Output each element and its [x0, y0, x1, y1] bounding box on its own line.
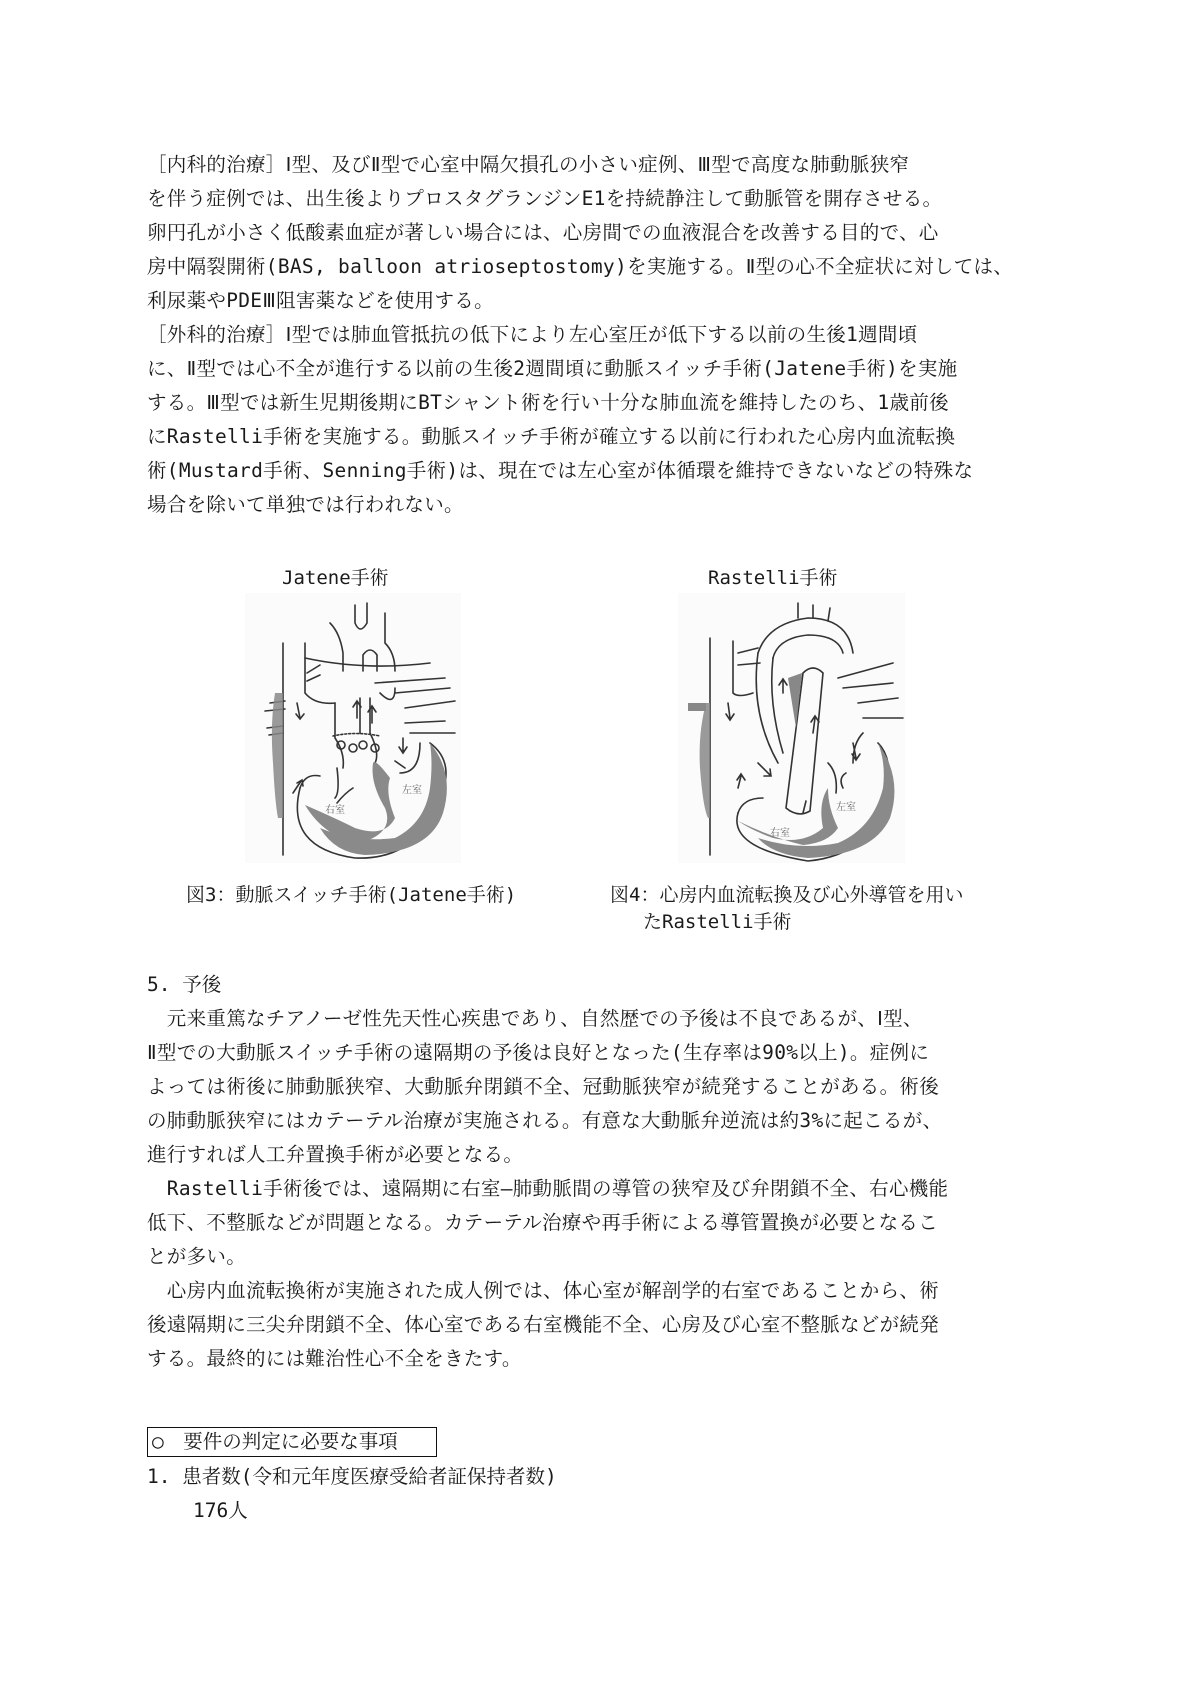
heart-diagram-icon	[678, 593, 905, 863]
surgical-treatment-paragraph	[147, 318, 1037, 522]
right-ventricle-label: 右室	[770, 828, 790, 839]
text-line: ［外科的治療］Ⅰ型では肺血管抵抗の低下により左心室圧が低下する以前の生後1週間頃	[147, 323, 918, 346]
text-line: よっては術後に肺動脈狭窄、大動脈弁閉鎖不全、冠動脈狭窄が続発することがある。術後	[147, 1075, 940, 1098]
text-line: 卵円孔が小さく低酸素血症が著しい場合には、心房間での血液混合を改善する目的で、心	[147, 221, 939, 244]
patient-count-value: 176人	[193, 1499, 248, 1522]
text-line: 場合を除いて単独では行われない。	[147, 493, 464, 516]
text-line: 低下、不整脈などが問題となる。カテーテル治療や再手術による導管置換が必要となるこ	[147, 1211, 939, 1234]
text-line: ［内科的治療］Ⅰ型、及びⅡ型で心室中隔欠損孔の小さい症例、Ⅲ型で高度な肺動脈狭窄	[147, 153, 910, 176]
text-line: 元来重篤なチアノーゼ性先天性心疾患であり、自然歴での予後は不良であるが、Ⅰ型、	[147, 1007, 923, 1030]
text-line: を伴う症例では、出生後よりプロスタグランジンE1を持続静注して動脈管を開存させる。	[147, 187, 943, 210]
right-ventricle-label: 右室	[325, 805, 345, 816]
text-line: の肺動脈狭窄にはカテーテル治療が実施される。有意な大動脈弁逆流は約3%に起こるが、	[147, 1109, 943, 1132]
text-line: 利尿薬やPDEⅢ阻害薬などを使用する。	[147, 289, 494, 312]
text-line: 進行すれば人工弁置換手術が必要となる。	[147, 1143, 524, 1166]
figure-4-caption-line-2: たRastelli手術	[643, 911, 792, 933]
text-line: する。Ⅲ型では新生児期後期にBTシャント術を行い十分な肺血流を維持したのち、1歳前後	[147, 391, 949, 414]
text-line: にRastelli手術を実施する。動脈スイッチ手術が確立する以前に行われた心房内血流転換	[147, 425, 956, 448]
jatene-heart-diagram	[245, 593, 461, 863]
figure-title-rastelli: Rastelli手術	[708, 567, 838, 589]
figure-3-caption: 図3：動脈スイッチ手術(Jatene手術)	[186, 884, 517, 906]
patient-count-heading: 1. 患者数(令和元年度医療受給者証保持者数)	[147, 1465, 557, 1488]
left-ventricle-label: 左室	[836, 802, 856, 813]
left-ventricle-label: 左室	[402, 785, 422, 796]
rastelli-heart-diagram	[678, 593, 905, 863]
text-line: 房中隔裂開術(BAS, balloon atrioseptostomy)を実施する。Ⅱ型の心不全症状に対しては、	[147, 255, 1014, 278]
figure-4-caption-line-1: 図4：心房内血流転換及び心外導管を用い	[610, 884, 964, 906]
text-line: 後遠隔期に三尖弁閉鎖不全、体心室である右室機能不全、心房及び心室不整脈などが続発	[147, 1313, 940, 1336]
prognosis-heading: 5. 予後	[147, 973, 222, 996]
text-line: 心房内血流転換術が実施された成人例では、体心室が解剖学的右室であることから、術	[147, 1279, 940, 1302]
medical-treatment-paragraph	[147, 148, 1037, 318]
prognosis-paragraph-1	[147, 1002, 1037, 1172]
text-line: とが多い。	[147, 1245, 247, 1268]
figure-title-jatene: Jatene手術	[282, 567, 389, 589]
text-line: Rastelli手術後では、遠隔期に右室―肺動脈間の導管の狭窄及び弁閉鎖不全、右心機能	[147, 1177, 949, 1200]
text-line: 術(Mustard手術、Senning手術)は、現在では左心室が体循環を維持できないなどの特殊な	[147, 459, 974, 482]
prognosis-paragraph-3	[147, 1274, 1037, 1376]
text-line: Ⅱ型での大動脈スイッチ手術の遠隔期の予後は良好となった(生存率は90%以上)。症例に	[147, 1041, 930, 1064]
text-line: する。最終的には難治性心不全をきたす。	[147, 1347, 522, 1370]
heart-diagram-icon	[245, 593, 461, 863]
text-line: に、Ⅱ型では心不全が進行する以前の生後2週間頃に動脈スイッチ手術(Jatene手術)を実施	[147, 357, 958, 380]
requirements-section-box: ○ 要件の判定に必要な事項	[147, 1427, 437, 1457]
prognosis-paragraph-2	[147, 1172, 1037, 1274]
